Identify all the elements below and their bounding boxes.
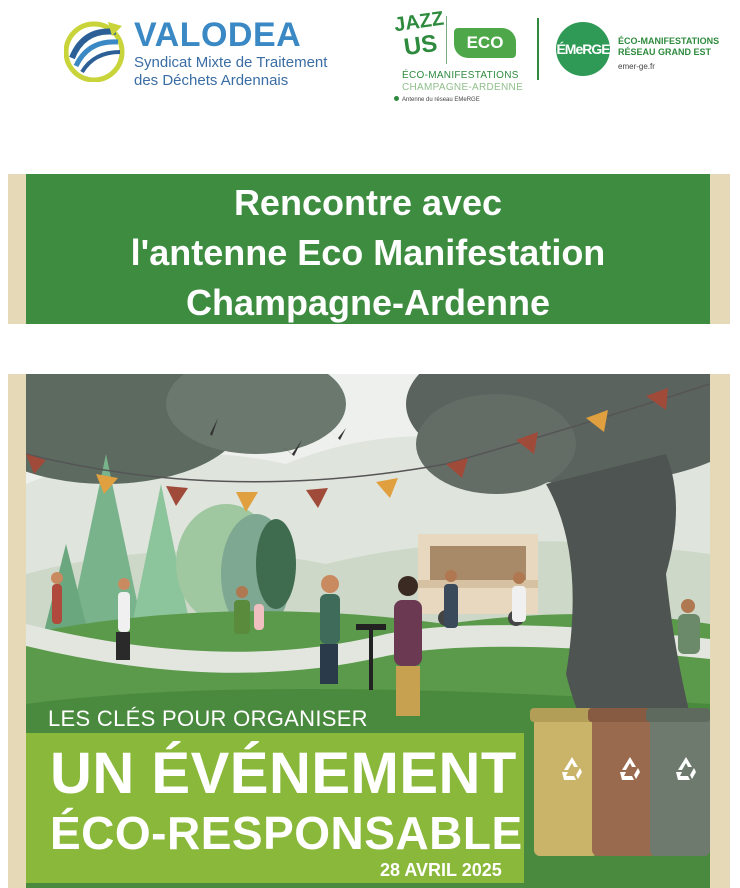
jazzus-logo[interactable]: [392, 7, 524, 104]
partner-logos: [0, 0, 740, 110]
jazzus-wordmark-bottom: US: [402, 29, 439, 62]
valodea-subtitle-1: Syndicat Mixte de Traitement: [134, 54, 328, 71]
emerge-url: emer-ge.fr: [618, 62, 655, 71]
jazzus-line-2: CHAMPAGNE-ARDENNE: [402, 82, 524, 93]
recycle-icon: [616, 754, 644, 782]
jazzus-line-1: ÉCO-MANIFESTATIONS: [402, 70, 519, 81]
valodea-subtitle-2: des Déchets Ardennais: [134, 72, 289, 89]
poster-kicker: LES CLÉS POUR ORGANISER: [48, 706, 368, 731]
jazzus-network-note: [394, 96, 480, 103]
emerge-line-2: RÉSEAU GRAND EST: [618, 47, 712, 57]
poster-headline-2: ÉCO-RESPONSABLE: [50, 807, 523, 859]
emerge-circle-logo: ÉMeRGE: [556, 22, 610, 76]
title-line-1: Rencontre avec: [233, 182, 503, 223]
logo-divider: [537, 18, 539, 80]
recycle-icon: [672, 754, 700, 782]
emerge-logo[interactable]: [556, 22, 726, 82]
valodea-swirl-icon: [64, 18, 128, 82]
page-title: [26, 178, 710, 328]
recycle-icon: [558, 754, 586, 782]
valodea-name: VALODEA: [134, 16, 302, 54]
jazzus-network-text: Antenne du réseau EMeRGE: [402, 97, 480, 103]
poster-headline-1: UN ÉVÉNEMENT: [50, 741, 517, 806]
eco-badge: ECO: [454, 28, 516, 58]
title-box: [26, 174, 710, 324]
title-line-2: l'antenne Eco Manifestation: [130, 232, 606, 273]
emerge-line-1: ÉCO-MANIFESTATIONS: [618, 36, 720, 46]
title-line-3: Champagne-Ardenne: [185, 282, 551, 323]
valodea-logo[interactable]: [64, 14, 328, 89]
poster-date: 28 AVRIL 2025: [380, 860, 502, 880]
title-band: [8, 174, 730, 324]
bullet-icon: [394, 96, 399, 101]
jazzus-wordmark-top: JAZZ: [392, 7, 446, 37]
jazzus-divider: [446, 16, 447, 64]
